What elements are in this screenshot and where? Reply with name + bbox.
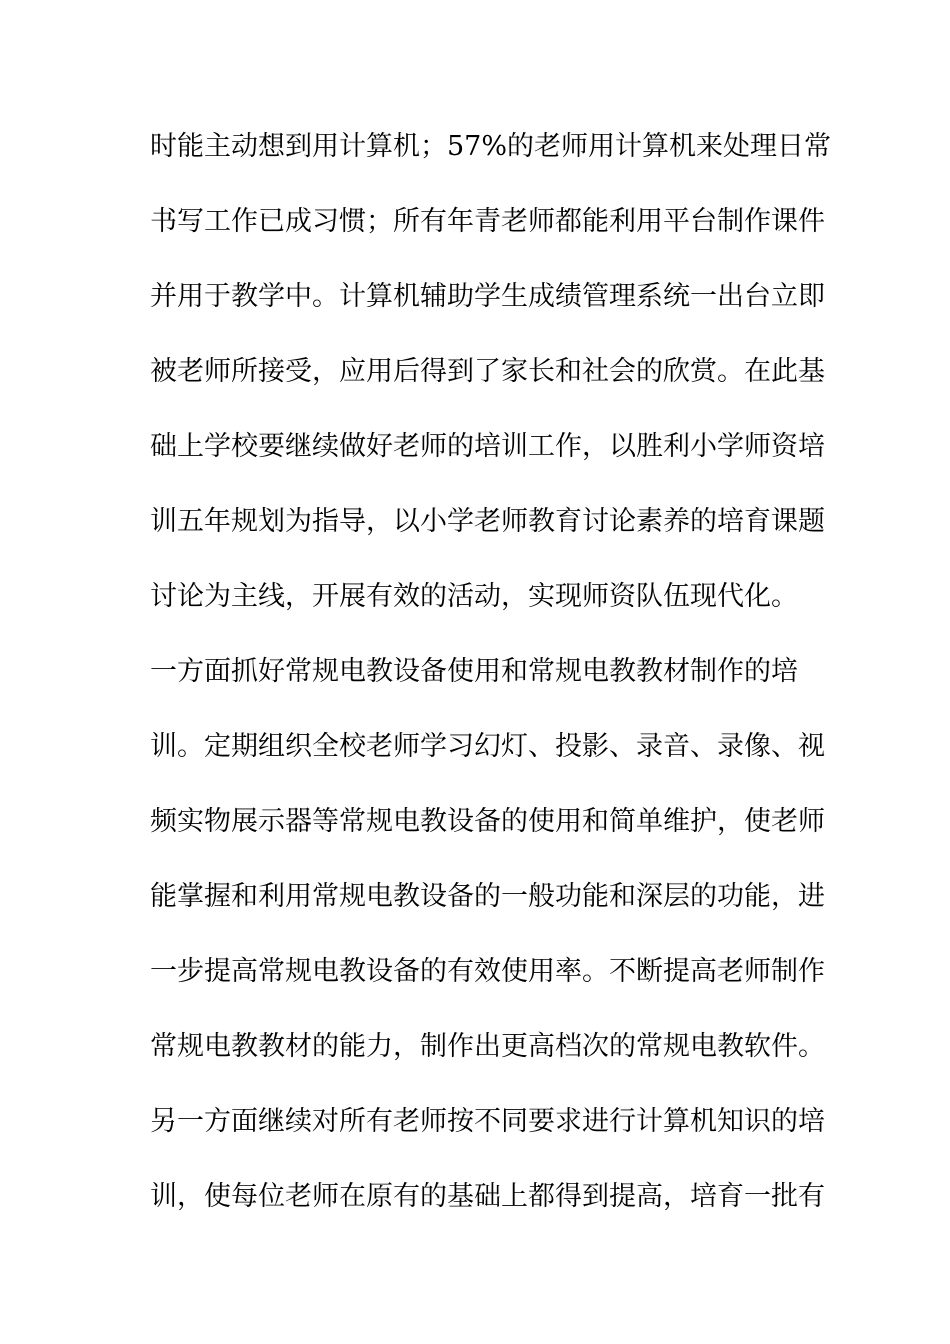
text-line: 并用于教学中。计算机辅助学生成绩管理系统一出台立即 xyxy=(150,281,825,312)
text-line: 训五年规划为指导，以小学老师教育讨论素养的培育课题 xyxy=(150,506,825,537)
text-line: 频实物展示器等常规电教设备的使用和简单维护，使老师 xyxy=(150,806,825,837)
text-line: 讨论为主线，开展有效的活动，实现师资队伍现代化。 xyxy=(150,581,798,612)
text-line: 能掌握和利用常规电教设备的一般功能和深层的功能，进 xyxy=(150,881,825,912)
text-line: 础上学校要继续做好老师的培训工作，以胜利小学师资培 xyxy=(150,431,825,462)
body-text xyxy=(150,122,832,1247)
text-line: 一方面抓好常规电教设备使用和常规电教教材制作的培 xyxy=(150,656,798,687)
text-line: 时能主动想到用计算机；57%的老师用计算机来处理日常 xyxy=(150,131,832,162)
text-line: 被老师所接受，应用后得到了家长和社会的欣赏。在此基 xyxy=(150,356,825,387)
text-line: 书写工作已成习惯；所有年青老师都能利用平台制作课件 xyxy=(150,206,825,237)
text-line: 训，使每位老师在原有的基础上都得到提高，培育一批有 xyxy=(150,1181,825,1212)
text-line: 常规电教教材的能力，制作出更高档次的常规电教软件。 xyxy=(150,1031,825,1062)
text-line: 另一方面继续对所有老师按不同要求进行计算机知识的培 xyxy=(150,1106,825,1137)
text-line: 一步提高常规电教设备的有效使用率。不断提高老师制作 xyxy=(150,956,825,987)
text-line: 训。定期组织全校老师学习幻灯、投影、录音、录像、视 xyxy=(150,731,825,762)
